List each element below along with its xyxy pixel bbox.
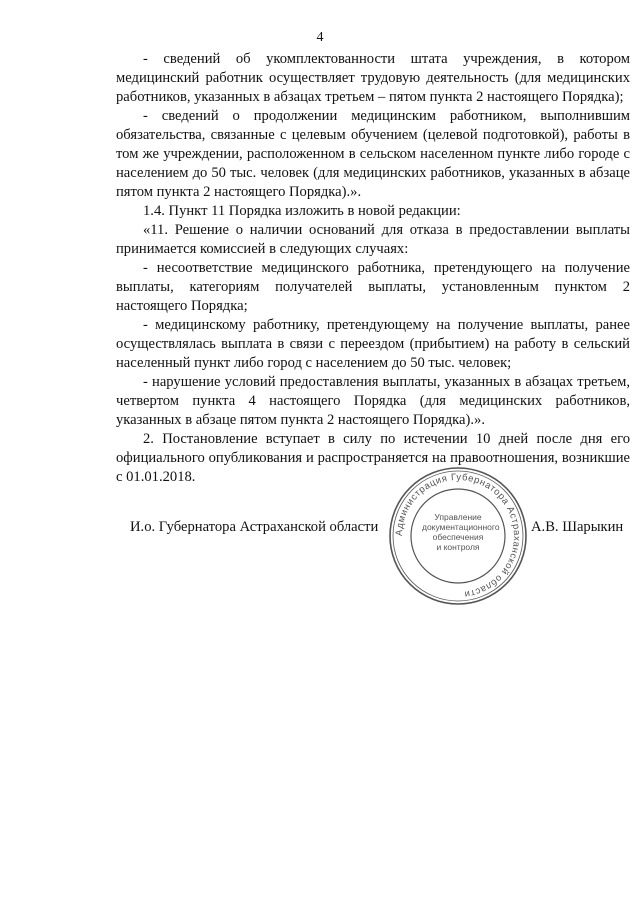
- stamp-line: и контроля: [436, 542, 480, 552]
- stamp-line: Управление: [434, 512, 482, 522]
- signature-block: [0, 519, 640, 543]
- paragraph-staffing-info: - сведений об укомплектованности штата учреждения, в котором медицинский работник осуществляет трудовую деятельность (для медицинских работников, указанных в абзацах третьем – пятом пункта 2 настоящего Порядка);: [116, 51, 630, 105]
- document-body: [116, 50, 630, 487]
- paragraph-previous-payment: - медицинскому работнику, претендующему на получение выплаты, ранее осуществлялась выплата в связи с переездом (прибытием) на работу в сельский населенный пункт либо город с населением до 50 тыс. человек;: [116, 317, 630, 371]
- paragraph-violation-conditions: - нарушение условий предоставления выплаты, указанных в абзацах третьем, четвертом пункта 4 настоящего Порядка (для медицинских работников, указанных в абзаце пятом пункта 2 настоящего Порядка).».: [116, 374, 630, 428]
- paragraph-continued-work-info: - сведений о продолжении медицинским работником, выполнившим обязательства, связанные с целевым обучением (целевой подготовкой), работы в том же учреждении, расположенном в сельском населенном пункте либо городе с населением до 50 тыс. человек (для медицинских работников, указанных в абзаце пятом пункта 2 настоящего Порядка).».: [116, 108, 630, 200]
- paragraph-effective-date: 2. Постановление вступает в силу по истечении 10 дней после дня его официального опубликования и распространяется на правоотношения, возникшие с 01.01.2018.: [116, 431, 630, 485]
- signatory-title: И.о. Губернатора Астраханской области: [130, 519, 379, 535]
- stamp-line: обеспечения: [432, 532, 484, 542]
- paragraph-clause-11: «11. Решение о наличии оснований для отказа в предоставлении выплаты принимается комиссией в следующих случаях:: [116, 222, 630, 257]
- stamp-center-text: [422, 512, 500, 552]
- official-stamp: [388, 466, 528, 606]
- stamp-line: документационного: [422, 522, 500, 532]
- signatory-name: А.В. Шарыкин: [531, 519, 624, 535]
- paragraph-amendment-1-4: 1.4. Пункт 11 Порядка изложить в новой редакции:: [143, 203, 461, 219]
- paragraph-mismatch-category: - несоответствие медицинского работника, претендующего на получение выплаты, категориям получателей выплаты, установленным пунктом 2 настоящего Порядка;: [116, 260, 630, 314]
- page-number: 4: [316, 30, 324, 45]
- stamp-ring-text: Администрация Губернатора Астраханской области: [393, 471, 523, 600]
